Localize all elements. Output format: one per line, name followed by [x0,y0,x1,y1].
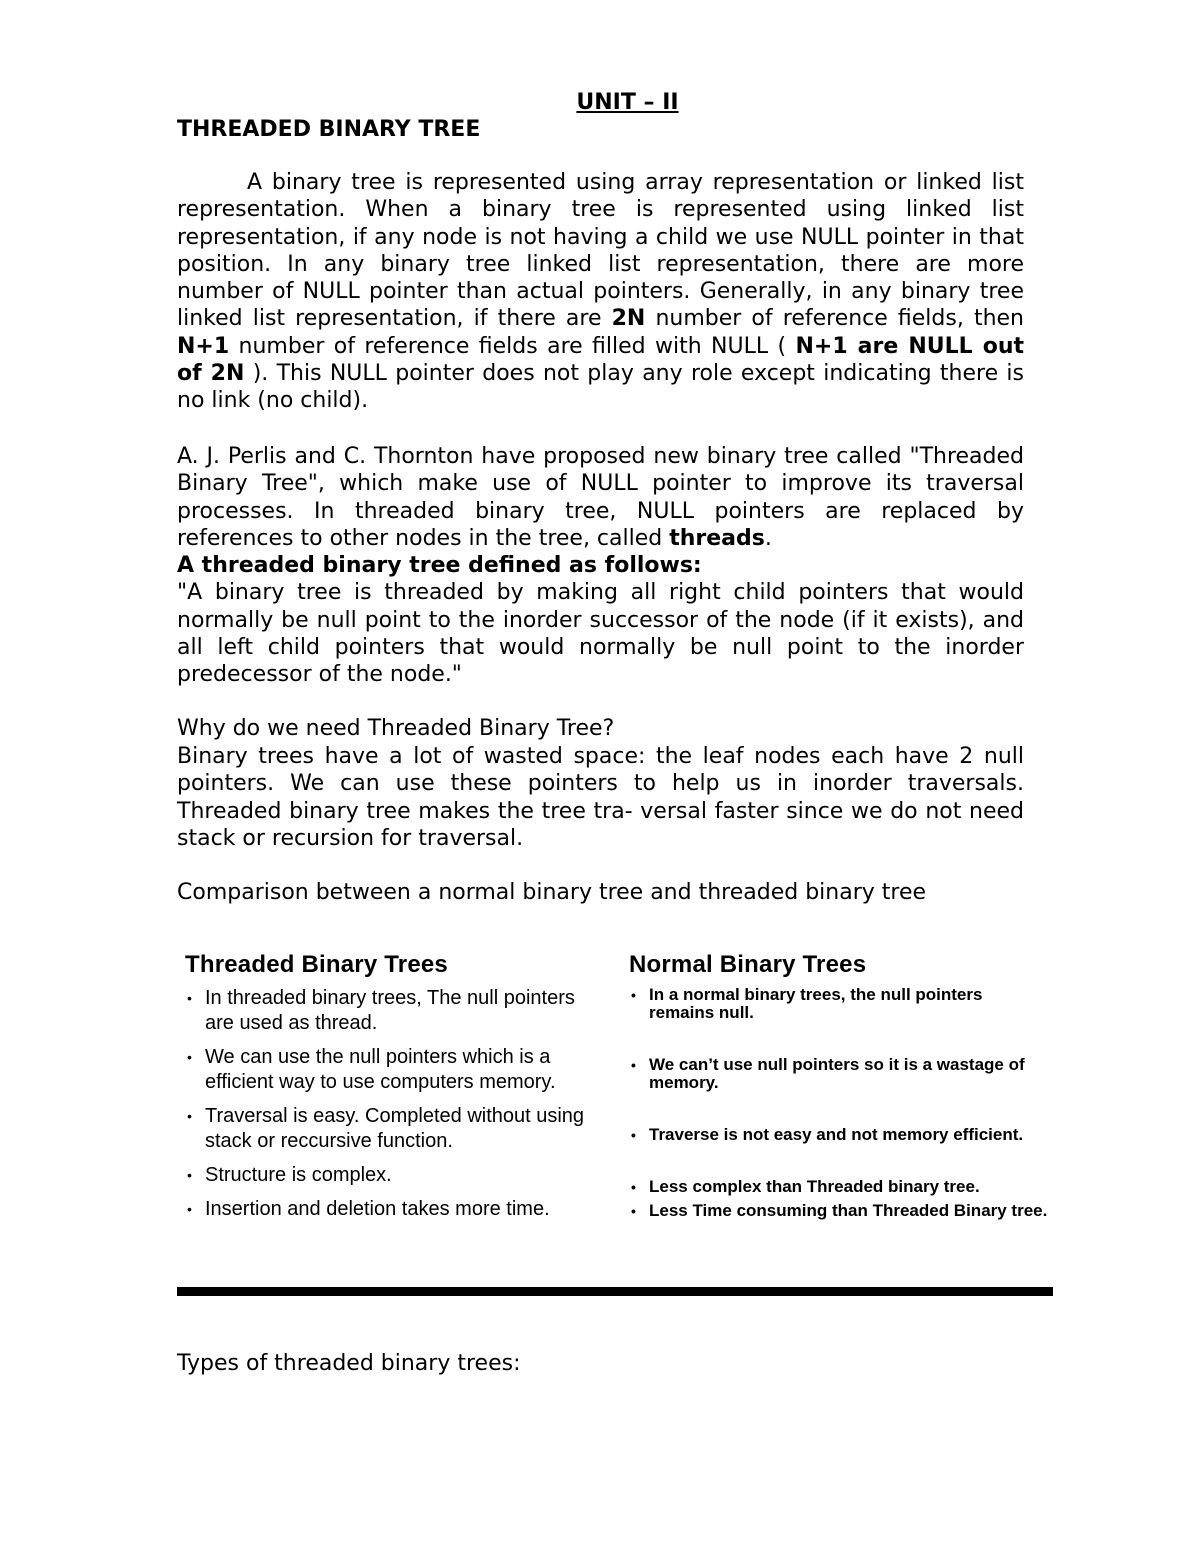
bullet-icon: • [631,1179,636,1195]
list-item: • We can use the null pointers which is a efficient way to use computers memory. [187,1046,556,1093]
normal-heading: Normal Binary Trees [629,951,867,978]
intro-paragraph: A binary tree is represented using array representation or linked list representation. When a binary tree is represented using linked list representation, if any node is not having a child we use NULL pointer in that position. In any binary tree linked list representation, there are more number of NULL pointer than actual pointers. Generally, in any binary tree linked list representation, if there are 2N number of reference fields, then N+1 number of reference fields are filled with NULL ( N+1 are NULL out of 2N ). This NULL pointer does not play any role except indicating there is no link (no child). [177,170,1025,414]
figure-bottom-rule [177,1287,1053,1296]
bullet-icon: • [187,1108,192,1124]
why-answer: Binary trees have a lot of wasted space: the leaf nodes each have 2 null pointers. We can use these pointers to help us in inorder traversals. Threaded binary tree makes the tree tra- versal faster since we do not need stack or recursion for traversal. [177,744,1024,851]
threaded-heading: Threaded Binary Trees [185,951,448,978]
comparison-figure [177,948,1053,1298]
normal-column [629,948,1049,1254]
why-question: Why do we need Threaded Binary Tree? [177,716,615,741]
bullet-icon: • [187,1167,192,1183]
types-heading: Types of threaded binary trees: [177,1351,521,1376]
definition-heading: A threaded binary tree defined as follows: [177,553,702,579]
normal-list [629,986,1049,1220]
bullet-icon: • [187,1049,192,1065]
bullet-icon: • [187,1201,192,1217]
list-item: • Insertion and deletion takes more time. [187,1198,550,1220]
list-item: • Traverse is not easy and not memory efficient. [631,1125,1024,1144]
bullet-icon: • [631,987,636,1003]
bullet-icon: • [187,990,192,1006]
definition-text: "A binary tree is threaded by making all right child pointers that would normally be null point to the inorder successor of the node (if it exists), and all left child pointers that would normally be null point to the inorder predecessor of the node." [177,580,1024,688]
threaded-column [185,948,605,1231]
list-item: • In a normal binary trees, the null pointers remains null. [631,985,983,1022]
list-item: • Less Time consuming than Threaded Binary tree. [631,1201,1048,1220]
section-title: THREADED BINARY TREE [177,117,481,142]
history-paragraph: A. J. Perlis and C. Thornton have proposed new binary tree called "Threaded Binary Tree", which make use of NULL pointer to improve its traversal processes. In threaded binary tree, NULL pointers are replaced by references to other nodes in the tree, called threads. A threaded binary tree defined as follows: "A binary tree is threaded by making all right child pointers that would normally be null point to the inorder successor of the node (if it exists), and all left child pointers that would normally be null point to the inorder predecessor of the node." [177,444,1024,688]
comparison-intro: Comparison between a normal binary tree and threaded binary tree [177,880,927,905]
bullet-icon: • [631,1127,636,1143]
unit-title: UNIT – II [576,90,679,115]
threaded-list [185,986,605,1222]
list-item: • Structure is complex. [187,1164,392,1186]
list-item: • We can’t use null pointers so it is a wastage of memory. [631,1055,1025,1092]
bullet-icon: • [631,1057,636,1073]
bullet-icon: • [631,1203,636,1219]
list-item: • In threaded binary trees, The null pointers are used as thread. [187,987,575,1034]
list-item: • Traversal is easy. Completed without using stack or reccursive function. [187,1105,585,1152]
list-item: • Less complex than Threaded binary tree. [631,1177,980,1196]
